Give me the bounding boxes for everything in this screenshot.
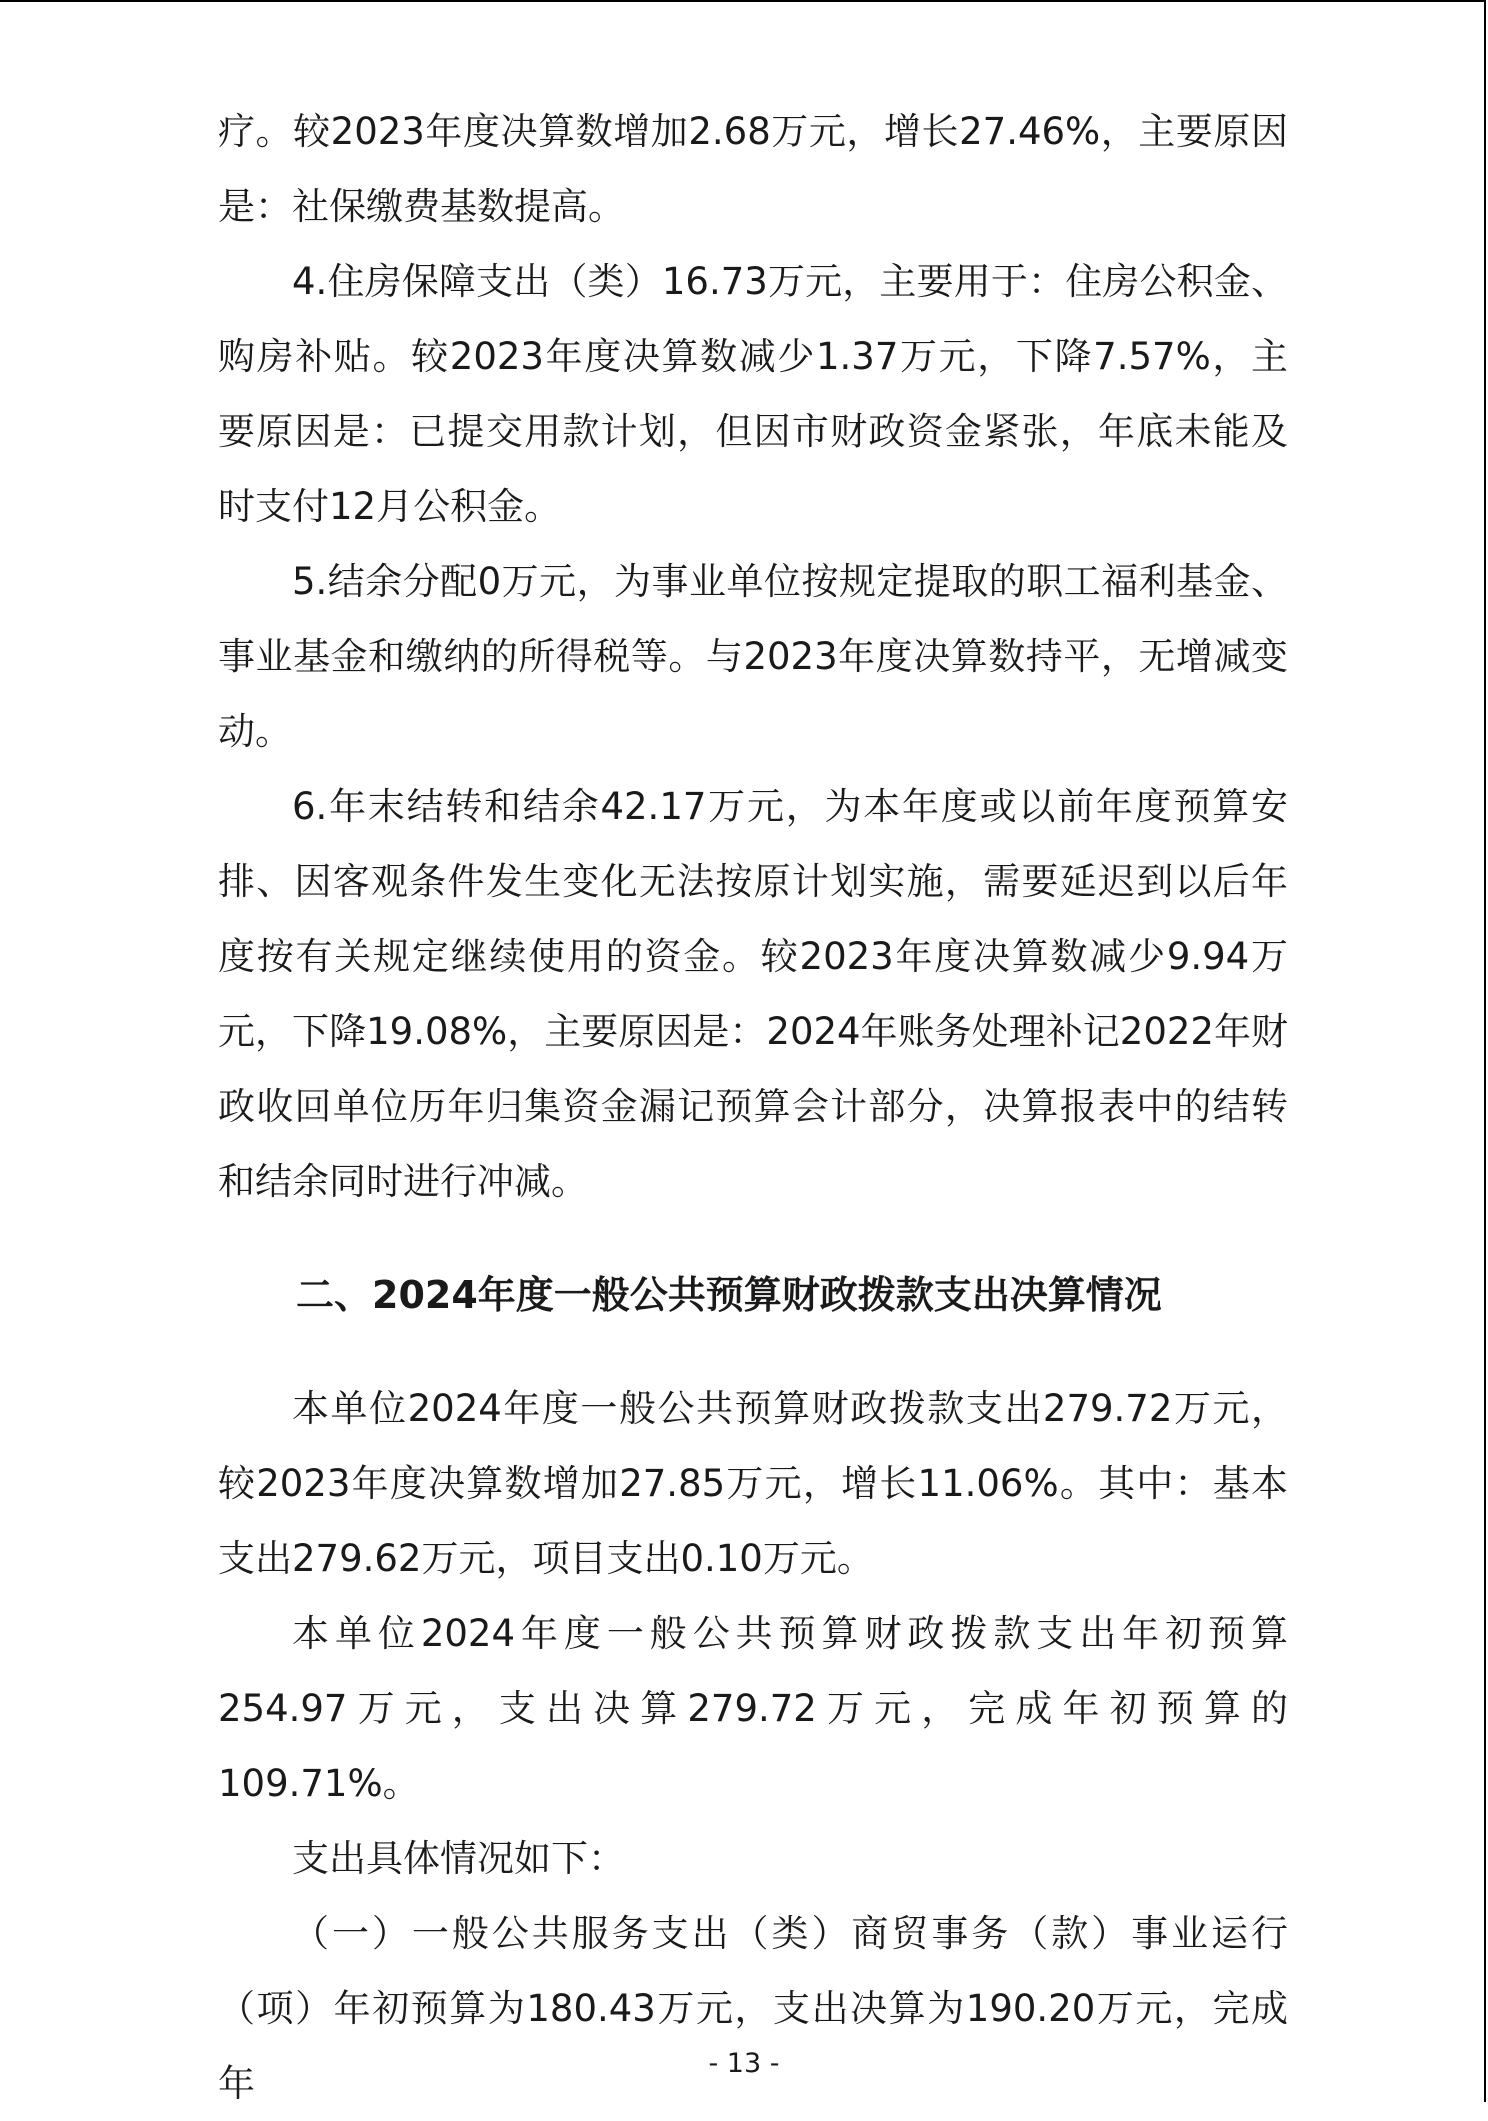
section-heading: 二、2024年度一般公共预算财政拨款支出决算情况: [296, 1273, 1162, 1317]
paragraph-medical-continued: 疗。较2023年度决算数增加2.68万元，增长27.46%，主要原因是：社保缴费基数提高。: [218, 110, 1288, 228]
paragraph-general-budget-total: 本单位2024年度一般公共预算财政拨款支出279.72万元，较2023年度决算数增加27.85万元，增长11.06%。其中：基本支出279.62万元，项目支出0.10万元。: [218, 1387, 1288, 1580]
paragraph-item-one: （一）一般公共服务支出（类）商贸事务（款）事业运行（项）年初预算为180.43万元，支出决算为190.20万元，完成年: [218, 1912, 1288, 2105]
paragraph-initial-budget: 本单位2024年度一般公共预算财政拨款支出年初预算254.97万元，支出决算279.72万元，完成年初预算的109.71%。: [218, 1612, 1288, 1805]
paragraph-details-intro: 支出具体情况如下：: [292, 1837, 625, 1880]
document-body: [218, 94, 1288, 2121]
page-number: - 13 -: [708, 2048, 780, 2079]
paragraph-year-end-balance: 6.年末结转和结余42.17万元，为本年度或以前年度预算安排、因客观条件发生变化无法按原计划实施，需要延迟到以后年度按有关规定继续使用的资金。较2023年度决算数减少9.94万元，下降19.08%，主要原因是：2024年账务处理补记2022年财政收回单位历年归集资金漏记预算会计部分，决算报表中的结转和结余同时进行冲减。: [218, 785, 1288, 1203]
paragraph-surplus-distribution: 5.结余分配0万元，为事业单位按规定提取的职工福利基金、事业基金和缴纳的所得税等。与2023年度决算数持平，无增减变动。: [218, 560, 1288, 753]
paragraph-housing-security: 4.住房保障支出（类）16.73万元，主要用于：住房公积金、购房补贴。较2023年度决算数减少1.37万元，下降7.57%，主要原因是：已提交用款计划，但因市财政资金紧张，年底未能及时支付12月公积金。: [218, 260, 1288, 528]
